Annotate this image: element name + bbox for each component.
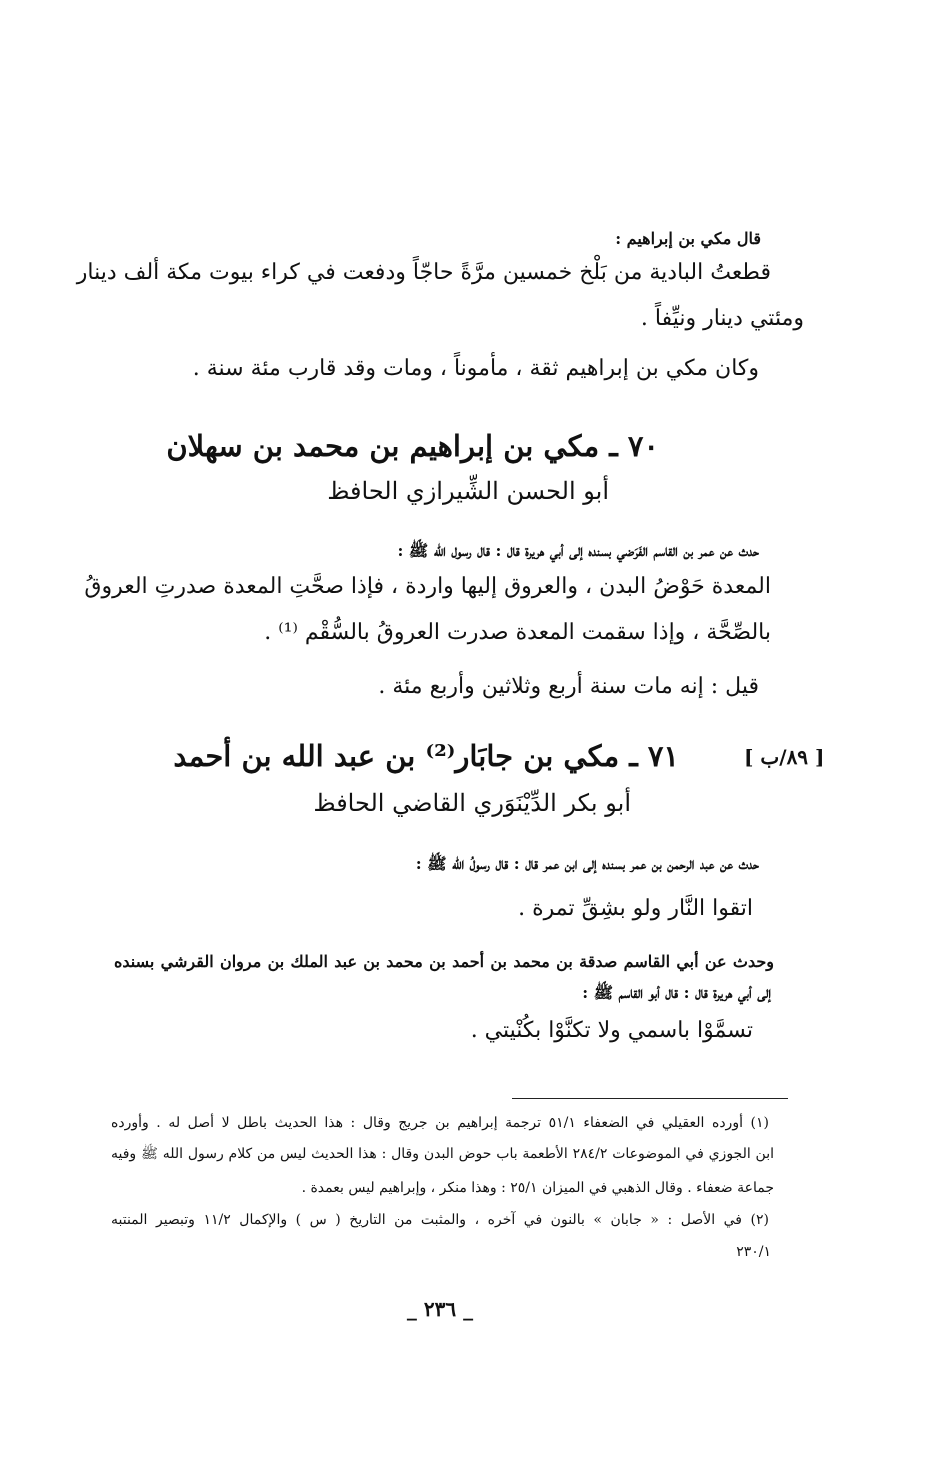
footnote-2-line-2: ٢٣٠/١ [736, 1244, 771, 1260]
footnote-separator [512, 1098, 788, 1099]
quote-line-1: قطعتُ البادية من بَلْخ خمسين مرَّةً حاجّاً ودفعت في كراء بيوت مكة ألف دينار [76, 260, 771, 285]
entry-70-title: ٧٠ ـ مكي بن إبراهيم بن محمد بن سهلان [166, 429, 659, 463]
closing-note: وكان مكي بن إبراهيم ثقة ، مأموناً ، ومات وقد قارب مئة سنة . [192, 356, 759, 381]
entry-71-hadith-2: تسمَّوْا باسمي ولا تكنَّوْا بكُنْيتي . [470, 1018, 753, 1043]
entry-70-isnad: حدث عن عمر بن القاسم الفَرَضي بسنده إلى أبي هريرة قال : قال رسول الله ﷺ : [397, 541, 759, 560]
entry-71-isnad-2-line-2: إلى أبي هريرة قال : قال أبو القاسم ﷺ : [582, 983, 771, 1002]
folio-marker: [ ٨٩/ب ] [744, 745, 825, 769]
entry-70-hadith-line-2: بالصِّحَّة ، وإذا سقمت المعدة صدرت العروقُ بالسُّقْم ⁽¹⁾ . [264, 620, 771, 645]
footnote-2-line-1: (٢) في الأصل : « جابان » بالنون في آخره ، والمثبت من التاريخ ( س ) والإكمال ١١/٢ وتبصير المنتبه [111, 1212, 769, 1228]
entry-71-title: ٧١ ـ مكي بن جابَار⁽²⁾ بن عبد الله بن أحمد [173, 739, 679, 773]
entry-71-subtitle: أبو بكر الدِّيْنَوَري القاضي الحافظ [313, 789, 631, 817]
entry-71-isnad-1: حدث عن عبد الرحمن بن عمر بسنده إلى ابن عمر قال : قال رسولُ الله ﷺ : [415, 854, 759, 873]
footnote-1-line-1: (١) أورده العقيلي في الضعفاء ٥١/١ ترجمة إبراهيم بن جريج وقال : هذا الحديث باطل لا أصل له . وأورده [111, 1115, 769, 1131]
entry-71-hadith-1: اتقوا النَّار ولو بشِقِّ تمرة . [518, 896, 753, 921]
entry-70-subtitle: أبو الحسن الشِّيرازي الحافظ [327, 477, 609, 505]
intro-text: قال مكي بن إبراهيم : [615, 229, 761, 248]
entry-70-death: قيل : إنه مات سنة أربع وثلاثين وأربع مئة . [378, 674, 759, 699]
footnote-1-line-2: ابن الجوزي في الموضوعات ٢٨٤/٢ الأطعمة باب حوض البدن وقال : هذا الحديث ليس من كلام رسول الله ﷺ وفيه [111, 1146, 775, 1162]
footnote-1-line-3: جماعة ضعفاء . وقال الذهبي في الميزان ٢٥/١ : وهذا منكر ، وإبراهيم ليس بعمدة . [301, 1180, 774, 1196]
entry-71-isnad-2-line-1: وحدث عن أبي القاسم صدقة بن محمد بن أحمد بن محمد بن عبد الملك بن مروان القرشي بسنده [114, 952, 775, 971]
entry-70-hadith-line-1: المعدة حَوْضُ البدن ، والعروق إليها واردة ، فإذا صحَّتِ المعدة صدرتِ العروقُ [84, 574, 771, 599]
quote-line-2: ومئتي دينار ونيِّفاً . [640, 306, 804, 331]
page-number: _ ٢٣٦ _ [406, 1297, 474, 1321]
